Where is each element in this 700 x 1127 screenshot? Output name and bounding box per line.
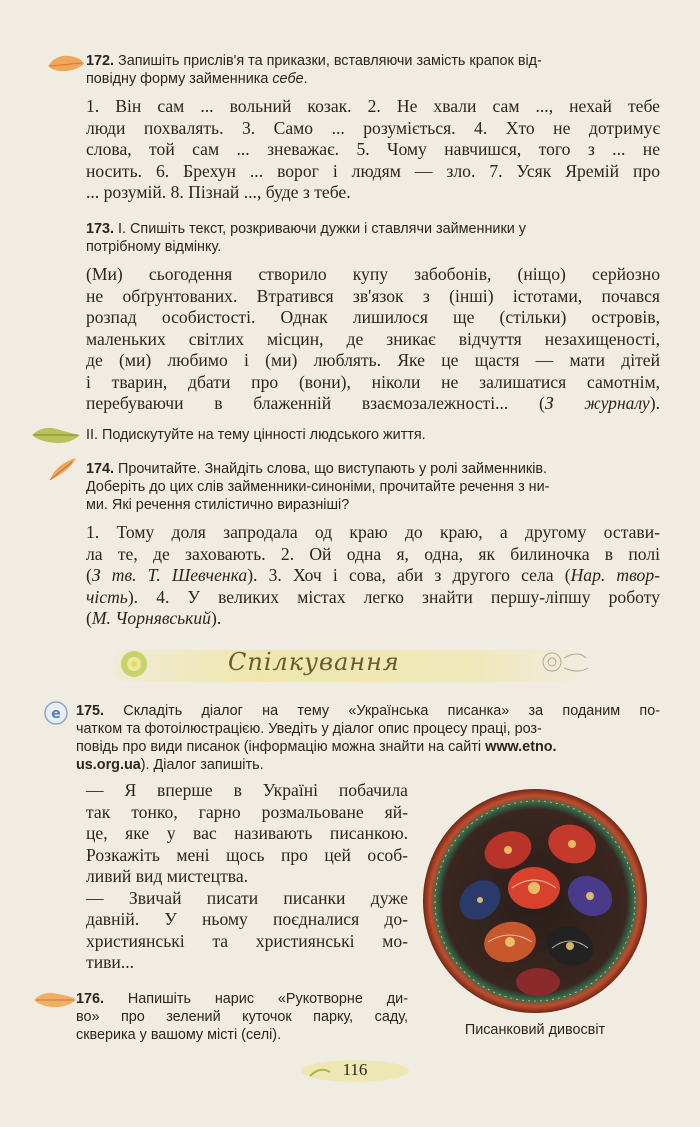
body-line: люди похвалять. 3. Само ... розуміється. 4. Хто не дотримує [86, 117, 660, 138]
instruction-text: Запишіть прислів'я та приказки, вставляючи замість крапок від- [118, 53, 542, 69]
body-text: перебуваючи в блаженній взаємозалежності... ( [86, 393, 545, 413]
instruction-text: потрібному відмінку. [86, 239, 222, 255]
body-line: і тварин, дбати про (вони), ніколи не залишатися самотнім, [86, 371, 660, 392]
task-number: 172. [86, 53, 115, 69]
body-line: 1. Тому доля запродала од краю до краю, а другому остави- [86, 522, 660, 542]
dialog-line: давній. У ньому поєдналися до- [86, 909, 408, 929]
green-leaf-icon [30, 424, 82, 446]
body-line: де (ми) любимо і (ми) люблять. Яке це щастя — мати дітей [86, 350, 660, 370]
photo-caption: Писанковий дивосвіт [464, 1022, 606, 1038]
instruction-text: Доберіть до цих слів займенники-синоніми, прочитайте речення з ни- [86, 479, 550, 495]
internet-icon [42, 700, 70, 726]
body-text: ). 4. У великих містах легко знайти першу-ліпшу роботу [127, 586, 660, 607]
website-link[interactable]: us.org.ua [76, 757, 141, 773]
dialog-line: Розкажіть мені щось про цей особ- [86, 844, 408, 865]
task-172-instruction [86, 52, 660, 88]
instruction-text: чатком та фотоілюстрацією. Уведіть у діалог опис процесу праці, роз- [76, 721, 542, 737]
body-line: маленьких світлих місцин, де зникає відчуття незахищеності, [86, 328, 660, 349]
task-number: 176. [76, 991, 105, 1007]
instruction-text: ). Діалог запишіть. [140, 757, 264, 773]
task-number: 175. [76, 703, 105, 719]
instruction-text: Прочитайте. Знайдіть слова, що виступають у ролі займенників. [118, 461, 548, 477]
body-line [86, 608, 660, 630]
task-number: 174. [86, 461, 115, 477]
pysanky-bowl-photo [422, 788, 648, 1014]
body-line: ла те, де заховають. 2. Ой одна я, одна, як билиночка в полі [86, 543, 660, 564]
body-line [86, 565, 660, 587]
task-176-instruction [76, 990, 408, 1044]
dialog-line: — Звичай писати писанки дуже [86, 887, 408, 908]
instruction-text: скверика у вашому місті (селі). [76, 1027, 282, 1043]
source-citation: М. Чорнявський [91, 608, 211, 628]
body-line: не обґрунтованих. Втратився зв'язок з (інші) істотами, почався [86, 285, 660, 306]
instruction-text: Напишіть нарис «Рукотворне ди- [127, 991, 408, 1007]
dialog-line: це, яке у вас називають писанкою. [86, 823, 408, 843]
source-citation: чість [86, 586, 128, 607]
source-citation: Нар. твор- [570, 565, 660, 585]
task-173-body [86, 264, 660, 415]
instruction-text: Складіть діалог на тему «Українська писанка» за поданим по- [123, 703, 661, 719]
section-title: Спілкування [228, 648, 400, 676]
instruction-text: ми. Які речення стилістично виразніші? [86, 497, 350, 513]
dialog-line: християнські та християнські мо- [86, 930, 408, 951]
quill-icon [46, 456, 80, 482]
body-line: слова, той сам ... зневажає. 5. Чому навчишся, того з ... не [86, 139, 660, 159]
dialog-line: — Я вперше в Україні побачила [86, 780, 408, 800]
body-text: ( [86, 608, 92, 628]
task-number: 173. [86, 221, 115, 237]
page-number: 116 [342, 1060, 368, 1079]
body-line: розпад особистості. Однак лишилося ще (стільки) островів, [86, 307, 660, 327]
instruction-text: . [303, 71, 308, 87]
task-174-instruction [86, 460, 660, 514]
body-text: ( [86, 565, 92, 585]
body-line: (Ми) сьогодення створило купу забобонів, (ніщо) серйозно [86, 264, 660, 284]
orange-flower-icon [32, 988, 78, 1010]
svg-text:e: e [51, 706, 61, 722]
source-citation: З тв. Т. Шевченка [91, 565, 248, 585]
dialog-line: так тонко, гарно розмальоване яй- [86, 801, 408, 822]
body-text: ). 3. Хоч і сова, аби з другого села ( [247, 565, 571, 585]
task-175-dialog [86, 780, 408, 974]
task-172-body [86, 96, 660, 204]
website-link[interactable]: www.etno. [485, 739, 557, 755]
instruction-emphasis: себе [272, 71, 304, 87]
task-175-instruction [76, 702, 660, 774]
source-citation: З журналу [544, 393, 650, 413]
task-174-body [86, 522, 660, 630]
dialog-line: тиви... [86, 952, 135, 972]
body-line: 1. Він сам ... вольний козак. 2. Не хвали сам ..., нехай тебе [86, 96, 660, 116]
task-173-instruction [86, 220, 660, 256]
orange-leaf-icon [46, 52, 86, 74]
body-line: ... розумій. 8. Пізнай ..., буде з тебе. [86, 182, 351, 202]
task-173-part2: ІІ. Подискутуйте на тему цінності людського життя. [86, 427, 426, 443]
instruction-text: повідь про види писанок (інформацію можна знайти на сайті [76, 739, 486, 755]
body-line [86, 587, 660, 609]
body-line [86, 393, 660, 415]
body-text: ). [649, 393, 660, 413]
body-line: носить. 6. Брехун ... ворог і людям — зло. 7. Усяк Яремій про [86, 160, 660, 181]
dialog-line: ливий вид мистецтва. [86, 866, 249, 886]
instruction-text: во» про зелений куточок парку, саду, [76, 1009, 408, 1025]
body-text: ). [210, 608, 222, 628]
instruction-text: І. Спишіть текст, розкриваючи дужки і ставлячи займенники у [118, 221, 526, 237]
instruction-text: повідну форму займенника [86, 71, 273, 87]
